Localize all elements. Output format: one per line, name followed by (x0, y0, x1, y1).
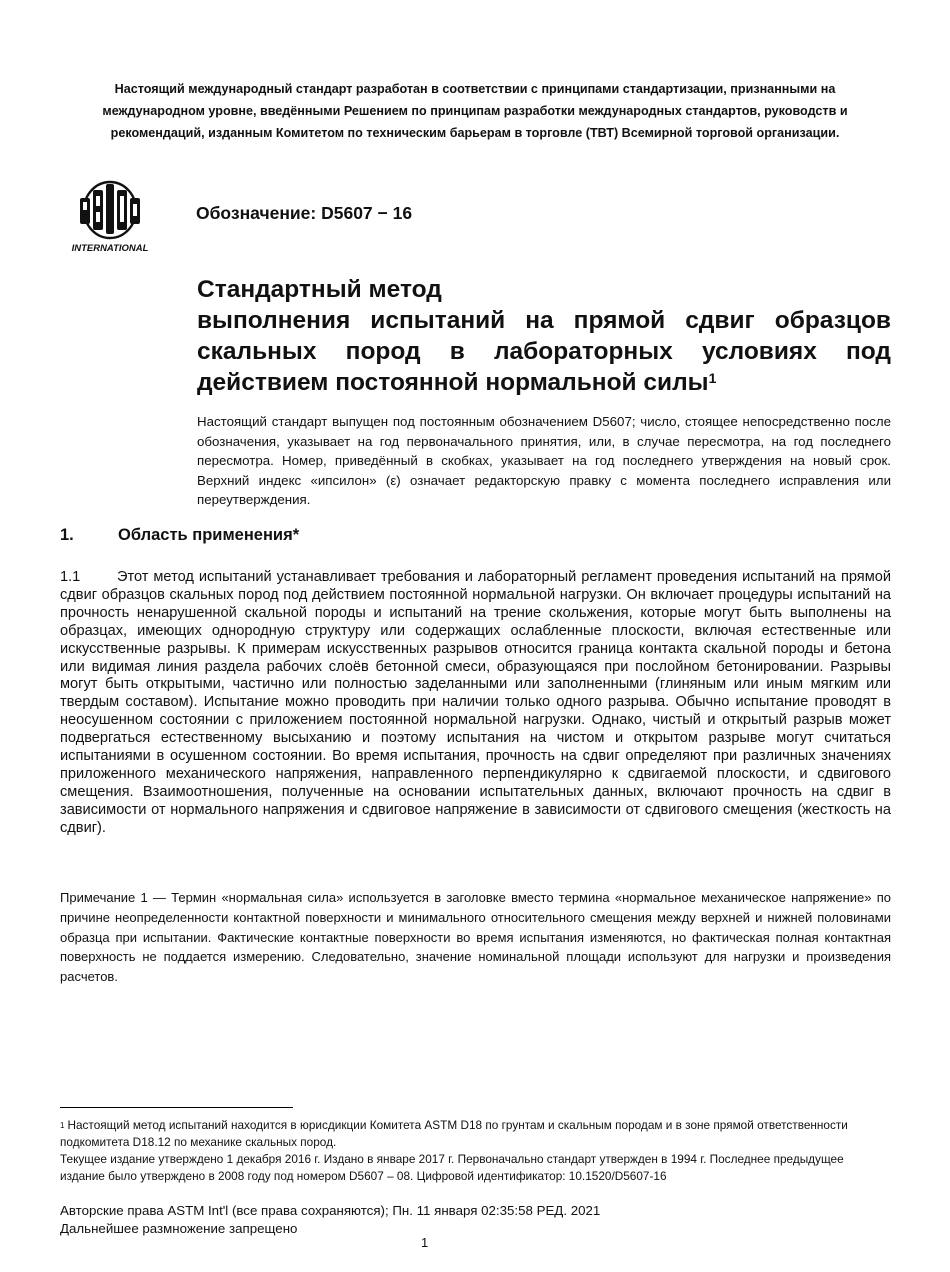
footnote-divider (60, 1107, 293, 1108)
astm-logo-icon (66, 178, 156, 254)
logo-subtitle: INTERNATIONAL (71, 243, 149, 254)
paragraph-number: 1.1 (60, 569, 81, 585)
section-title: Область применения* (118, 526, 300, 544)
astm-logo (66, 178, 156, 254)
footnote-line-2: Текущее издание утверждено 1 декабря 2016 г. Издано в январе 2017 г. Первоначально стандарт утвержден в 1994 г. Последнее предыдущее издание было утверждено в 2008 году под номером D5607 – 08. Цифровой идентификатор: 10.1520/D5607-16 (60, 1152, 844, 1183)
copyright (60, 1202, 600, 1238)
document-title (197, 274, 891, 398)
paragraph-1-1 (60, 569, 891, 838)
designation: Обозначение: D5607 − 16 (196, 203, 413, 223)
note-1: Примечание 1 — Термин «нормальная сила» используется в заголовке вместо термина «нормальное механическое напряжение» по причине неопределенности контактной поверхности и минимального относительного смещения между верхней и нижней половинами образца при испытании. Фактические контактные поверхности во время испытания изменяются, но фактическая полная контактная поверхность не поддается измерению. Следовательно, значение номинальной площади используют для нагрузки и произведения расчетов. (60, 890, 891, 985)
title-line-3: скальных пород в лабораторных условиях под (197, 338, 891, 365)
standards-header: Настоящий международный стандарт разработан в соответствии с принципами стандартизации, признанными на международном уровне, введёнными Решением по принципам разработки международных стандартов, руководств и рекомендаций, изданным Комитетом по техническим барьерам в торговле (ТВТ) Всемирной торговой организации. (102, 82, 848, 140)
title-line-2: выполнения испытаний на прямой сдвиг образцов (197, 307, 891, 334)
title-line-1: Стандартный метод (197, 276, 442, 303)
copyright-line-1: Авторские права ASTM Int'l (все права сохраняются); Пн. 11 января 02:35:58 РЕД. 2021 (60, 1203, 601, 1218)
page-number: 1 (421, 1235, 429, 1250)
footnote-line-1: Настоящий метод испытаний находится в юрисдикции Комитета ASTM D18 по грунтам и скальным породам и в зоне прямой ответственности подкомитета D18.12 по механике скальных пород. (60, 1118, 848, 1149)
intro-paragraph: Настоящий стандарт выпущен под постоянным обозначением D5607; число, стоящее непосредственно после обозначения, указывает на год первоначального принятия, или, в случае пересмотра, на год последнего пересмотра. Номер, приведённый в скобках, указывает на год последнего утверждения на новый срок. Верхний индекс «ипсилон» (ε) означает редакторскую правку с момента последнего исправления или переутверждения. (197, 414, 891, 507)
title-footnote-mark: 1 (708, 370, 717, 386)
section-heading (60, 526, 299, 545)
title-line-4: действием постоянной нормальной силы (197, 369, 709, 396)
paragraph-text: Этот метод испытаний устанавливает требования и лабораторный регламент проведения испытаний на прямой сдвиг образцов скальных пород под действием постоянной нормальной нагрузки. Он включает процедуры испытаний на прочность ненарушенной скальной породы и испытаний на трение скольжения, которые могут быть выполнены на образцах, имеющих однородную структуру или содержащих ослабленные плоскости, включая естественные или искусственные разрывы. К примерам искусственных разрывов относится граница контакта скальной породы и бетона или видимая линия раздела рабочих слоёв бетонной смеси, образующаяся при послойном бетонировании. Разрывы могут быть открытыми, частично или полностью заделанными или заполненными (глиняным или иным мягким или твердым составом). Испытание можно проводить при наличии только одного разрыва. Обычно испытание проводят в неосушенном состоянии с приложением постоянной нормальной нагрузки. Однако, чистый и открытый разрыв может подвергаться естественному высыханию и поэтому испытания на чистом и открытом разрыве могут считаться испытаниями в осушенном состоянии. Во время испытания, прочность на сдвиг определяют при различных значениях приложенного механического напряжения, направленного перпендикулярно к сдвигаемой плоскости, и сдвигового смещения. Взаимоотношения, полученные на основании испытательных данных, включают прочность на сдвиг в зависимости от нормального напряжения и сдвиговое напряжение в зависимости от сдвигового смещения (жесткость на сдвиг). (60, 569, 891, 836)
footnote (60, 1117, 860, 1185)
footnote-mark: 1 (60, 1121, 65, 1130)
copyright-line-2: Дальнейшее размножение запрещено (60, 1221, 298, 1236)
section-number: 1. (60, 526, 74, 544)
